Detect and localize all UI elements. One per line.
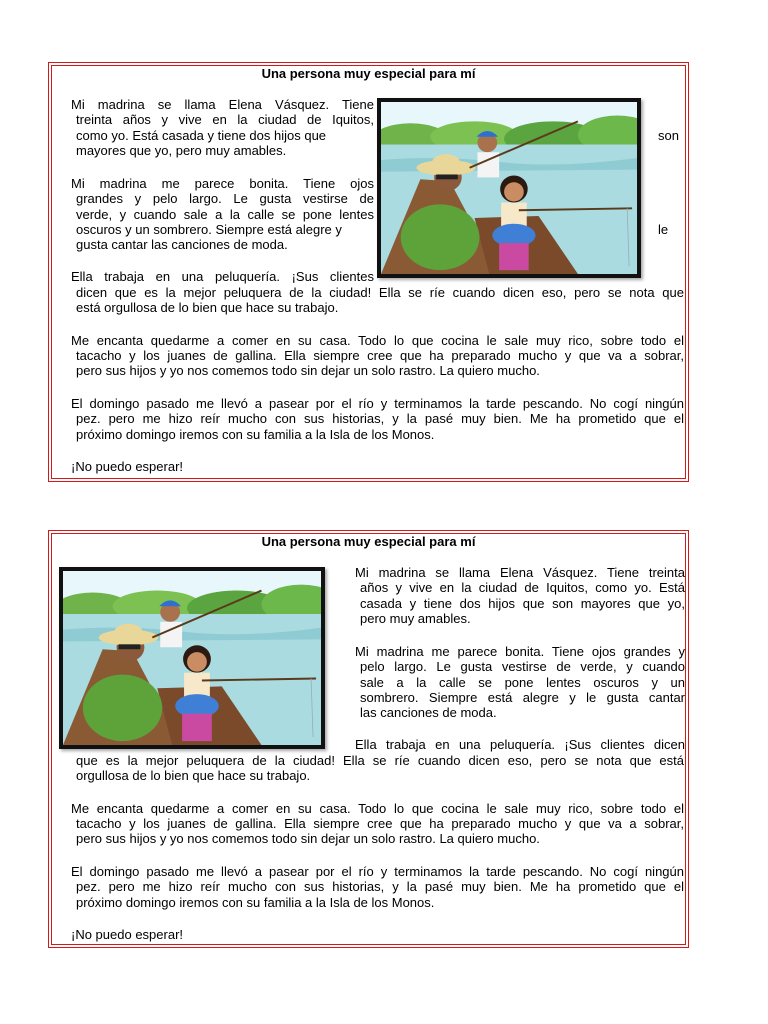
- text-line: como yo. Está casada y tiene dos hijos que: [76, 128, 327, 143]
- fishing-illustration: [377, 98, 641, 278]
- text-line: orgullosa de lo bien que hace su trabajo.: [76, 768, 311, 783]
- text-line: sombrero. Siempre está alegre y le gusta cantar: [360, 690, 685, 705]
- text-line: casada y tiene dos hijos que son mayores que yo,: [360, 596, 685, 611]
- text-line: oscuros y un sombrero. Siempre está alegre y: [76, 222, 342, 237]
- text-line: próximo domingo iremos con su familia a la Isla de los Monos.: [76, 427, 435, 442]
- story-title: Una persona muy especial para mí: [261, 534, 476, 549]
- text-line: le: [658, 222, 669, 237]
- text-line: que es la mejor peluquera de la ciudad! Ella se ríe cuando dicen eso, pero se nota que está: [76, 753, 684, 768]
- text-line: pelo largo. Le gusta vestirse de verde, y cuando: [360, 659, 685, 674]
- text-line: mayores que yo, pero muy amables.: [76, 143, 287, 158]
- text-line: son: [658, 128, 679, 143]
- text-line: verde, y cuando sale a la calle se pone lentes: [76, 207, 374, 222]
- text-line: tacacho y los juanes de gallina. Ella siempre cree que ha preparado mucho y que va a sobrar,: [76, 348, 684, 363]
- text-line: Mi madrina se llama Elena Vásquez. Tiene: [71, 97, 374, 112]
- closing-line: ¡No puedo esperar!: [71, 927, 184, 942]
- text-line: pero muy amables.: [360, 611, 471, 626]
- text-line: Mi madrina me parece bonita. Tiene ojos: [71, 176, 374, 191]
- text-line: pero sus hijos y yo nos comemos todo sin dejar un solo rastro. La quiero mucho.: [76, 831, 540, 846]
- text-line: Ella trabaja en una peluquería. ¡Sus clientes: [71, 269, 374, 284]
- text-line: pero sus hijos y yo nos comemos todo sin dejar un solo rastro. La quiero mucho.: [76, 363, 540, 378]
- story-title: Una persona muy especial para mí: [261, 66, 476, 81]
- text-line: gusta cantar las canciones de moda.: [76, 237, 288, 252]
- text-line: El domingo pasado me llevó a pasear por el río y terminamos la tarde pescando. No cogí ningún: [71, 396, 684, 411]
- text-line: pez. pero me hizo reír mucho con sus historias, y la pasé muy bien. Me ha prometido que el: [76, 879, 684, 894]
- text-line: está orgullosa de lo bien que hace su trabajo.: [76, 300, 339, 315]
- text-line: dicen que es la mejor peluquera de la ciudad! Ella se ríe cuando dicen eso, pero se nota que: [76, 285, 684, 300]
- story-card-2: [48, 530, 689, 948]
- text-line: Me encanta quedarme a comer en su casa. Todo lo que cocina le sale muy rico, sobre todo el: [71, 801, 684, 816]
- text-line: próximo domingo iremos con su familia a la Isla de los Monos.: [76, 895, 435, 910]
- text-line: Mi madrina me parece bonita. Tiene ojos grandes y: [355, 644, 685, 659]
- text-line: Ella trabaja en una peluquería. ¡Sus clientes dicen: [355, 737, 685, 752]
- closing-line: ¡No puedo esperar!: [71, 459, 184, 474]
- text-line: El domingo pasado me llevó a pasear por el río y terminamos la tarde pescando. No cogí ningún: [71, 864, 684, 879]
- text-line: años y vive en la ciudad de Iquitos, como yo. Está: [360, 580, 685, 595]
- text-line: Mi madrina se llama Elena Vásquez. Tiene treinta: [355, 565, 685, 580]
- text-line: Me encanta quedarme a comer en su casa. Todo lo que cocina le sale muy rico, sobre todo el: [71, 333, 684, 348]
- text-line: las canciones de moda.: [360, 705, 497, 720]
- text-line: treinta años y vive en la ciudad de Iquitos,: [76, 112, 374, 127]
- text-line: grandes y pelo largo. Le gusta vestirse de: [76, 191, 374, 206]
- text-line: sale a la calle se pone lentes oscuros y un: [360, 675, 685, 690]
- fishing-illustration: [59, 567, 325, 749]
- story-card-1: [48, 62, 689, 482]
- text-line: tacacho y los juanes de gallina. Ella siempre cree que ha preparado mucho y que va a sobrar,: [76, 816, 684, 831]
- text-line: pez. pero me hizo reír mucho con sus historias, y la pasé muy bien. Me ha prometido que el: [76, 411, 684, 426]
